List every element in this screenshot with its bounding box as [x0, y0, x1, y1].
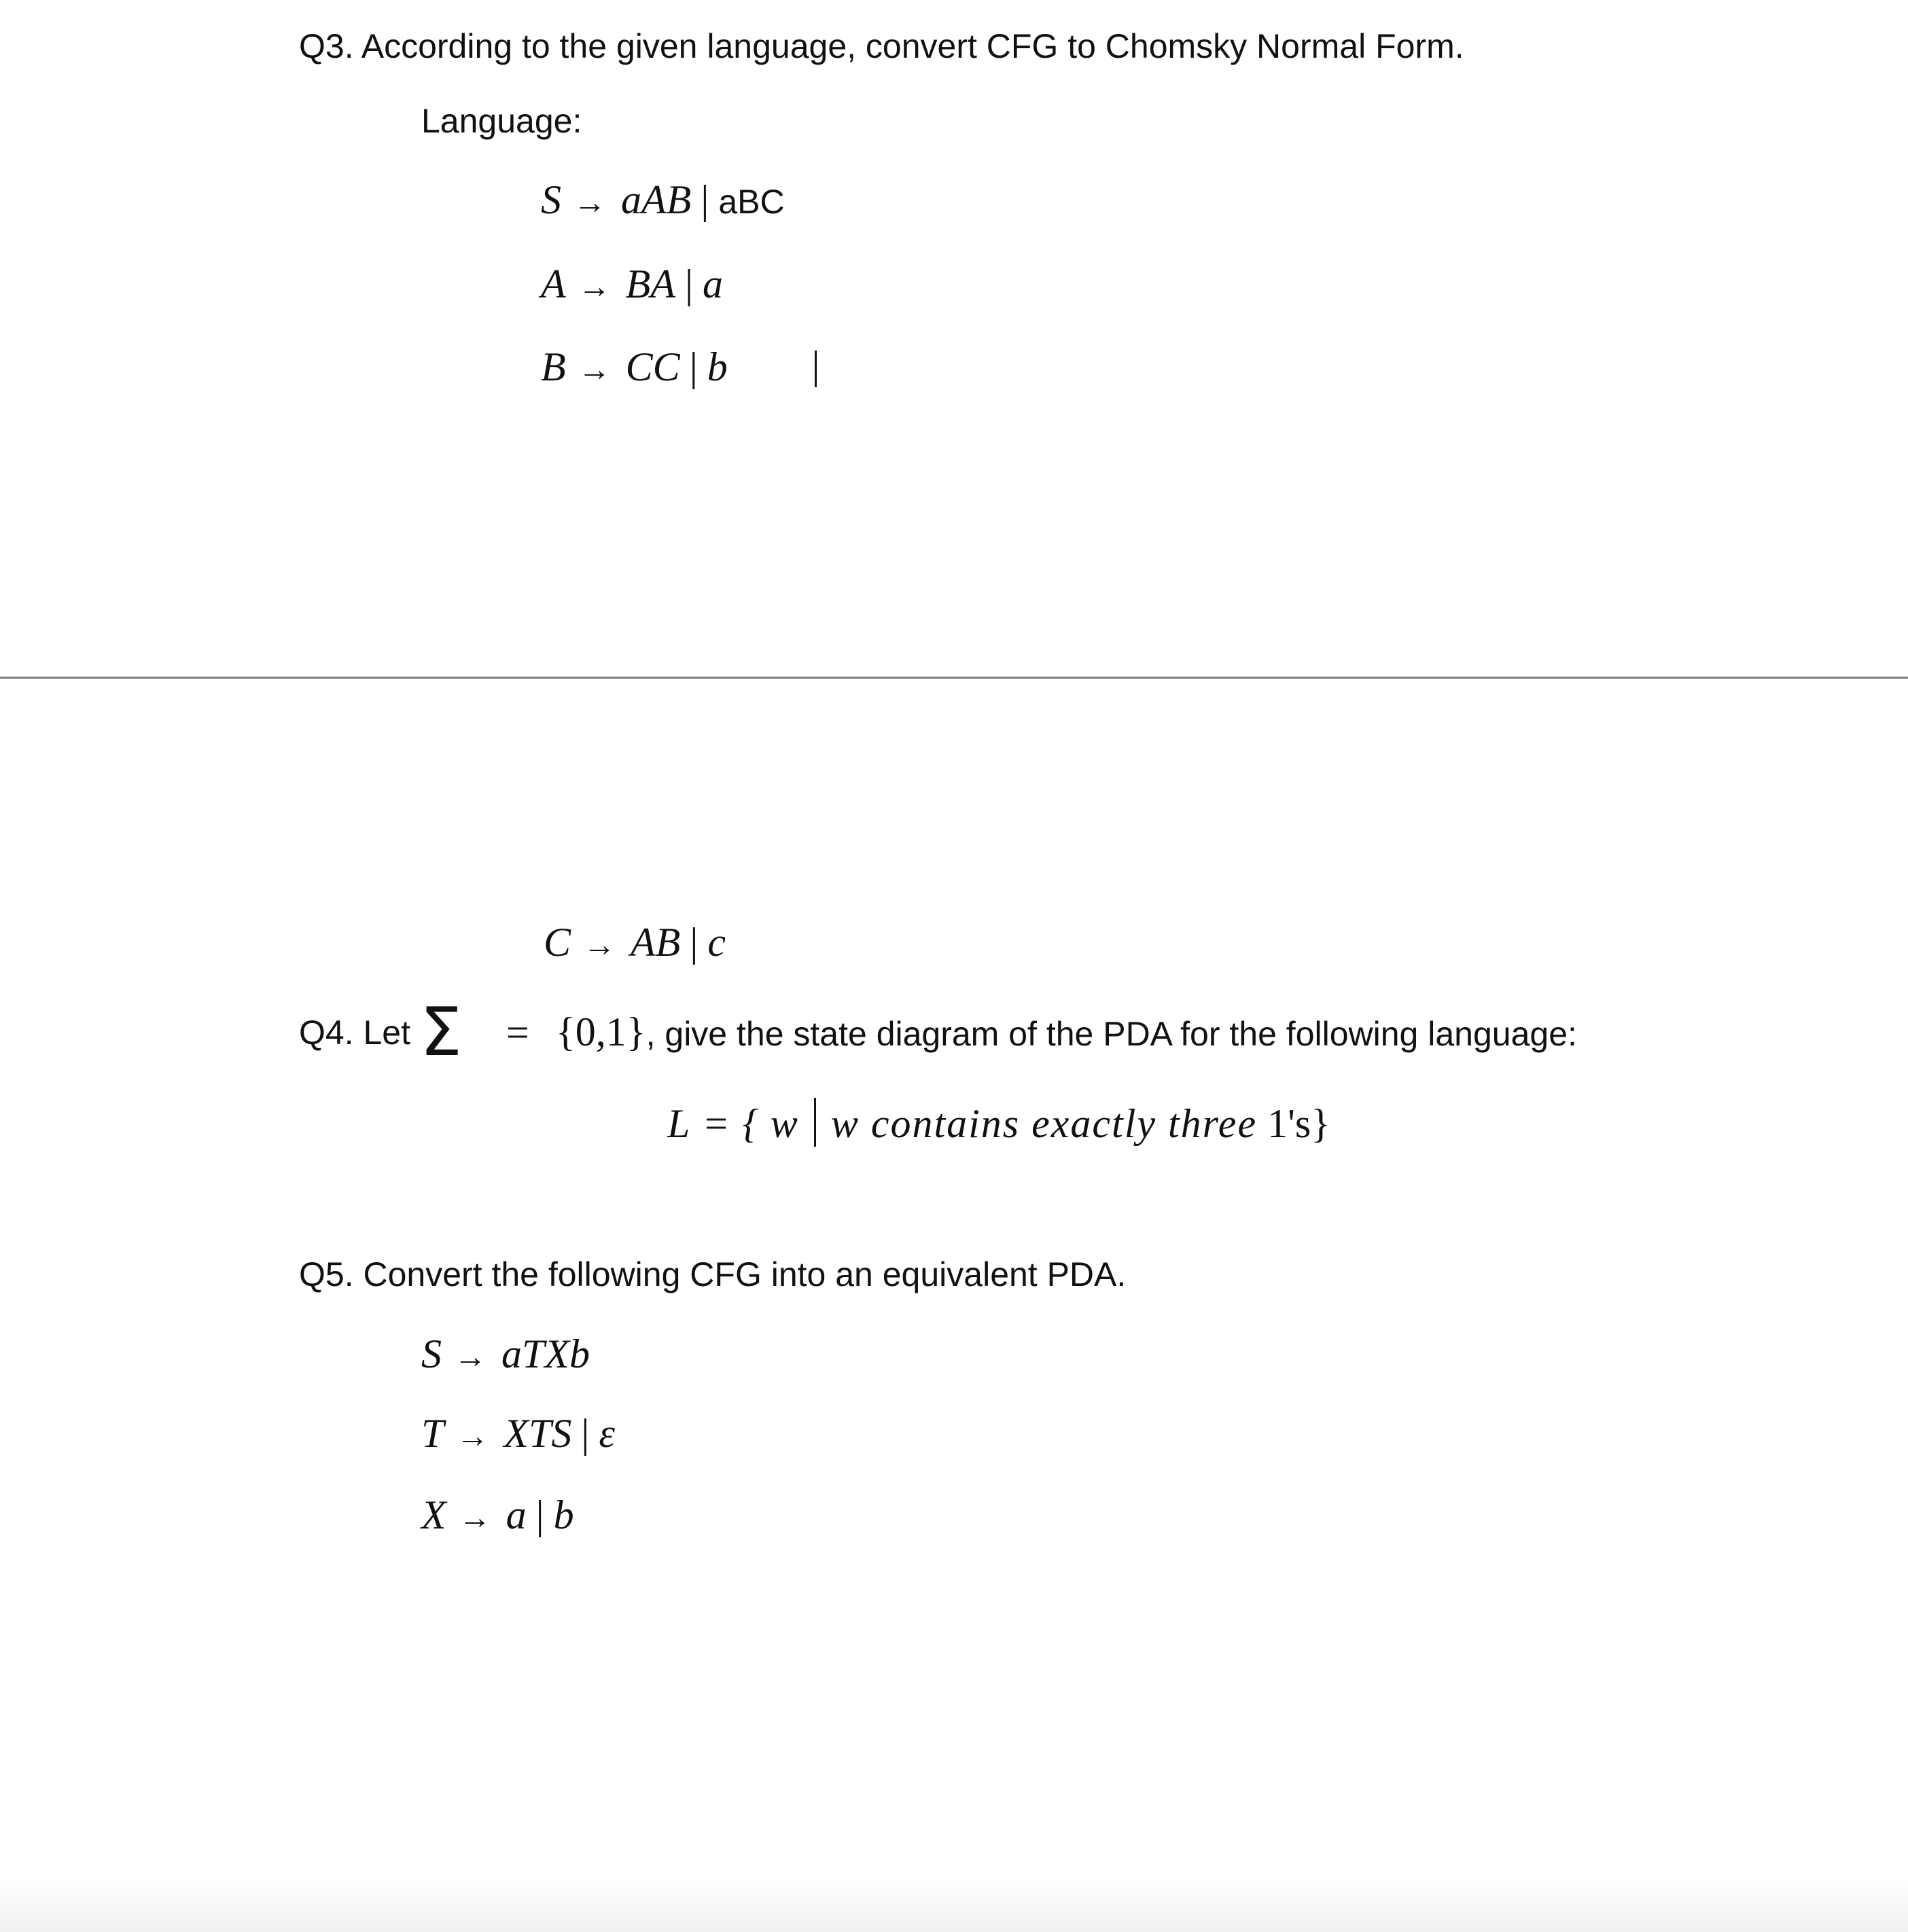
arrow-icon: →: [578, 352, 611, 388]
language-count-symbol: 1's: [1267, 1101, 1311, 1146]
q3-rule-b: [541, 343, 728, 394]
rule-separator: |: [701, 177, 709, 222]
q3-title: Q3. According to the given language, convert CFG to Chomsky Normal Form.: [299, 27, 1464, 65]
rule-lhs: C: [544, 920, 571, 965]
rule-alt1: aAB: [621, 177, 692, 222]
rule-alt1: XTS: [504, 1411, 572, 1456]
rule-alt1: BA: [625, 262, 675, 306]
arrow-icon: →: [456, 1418, 489, 1454]
q5-title: Q5. Convert the following CFG into an equivalent PDA.: [299, 1255, 1127, 1293]
rule-lhs: S: [541, 177, 561, 222]
arrow-icon: →: [583, 927, 616, 963]
language-variable: w: [770, 1101, 799, 1146]
equals-sign: =: [506, 1010, 529, 1055]
rule-separator: |: [689, 344, 698, 389]
such-that-bar: [814, 1098, 816, 1147]
text-cursor: [815, 351, 817, 387]
rule-lhs: X: [421, 1492, 446, 1537]
arrow-icon: →: [454, 1339, 487, 1375]
q4-label: Q4. Let: [299, 1014, 410, 1052]
rule-lhs: T: [421, 1411, 444, 1456]
rule-alt1: a: [506, 1492, 527, 1537]
rule-alt2: c: [707, 920, 726, 965]
page-bottom-shadow: [0, 1875, 1908, 1932]
rule-alt2: b: [707, 344, 728, 389]
language-close-brace: }: [1311, 1101, 1331, 1146]
alphabet-set: {0,1}: [556, 1009, 646, 1054]
q4-alphabet-line: [556, 1008, 1577, 1058]
q4-language-definition: [667, 1098, 1330, 1147]
arrow-icon: →: [573, 185, 606, 221]
q5-rule-x: [421, 1491, 574, 1542]
q3-language-label: Language:: [421, 102, 582, 140]
rule-alt2: aBC: [718, 183, 785, 221]
language-condition: w contains exactly three: [830, 1101, 1258, 1146]
rule-alt1: aTXb: [501, 1331, 590, 1376]
rule-separator: |: [690, 920, 699, 965]
q3-rule-c: [544, 918, 726, 969]
arrow-icon: →: [578, 269, 611, 305]
rule-separator: |: [684, 262, 693, 306]
epsilon-symbol: ε: [599, 1411, 616, 1456]
arrow-icon: →: [458, 1500, 491, 1536]
rule-alt2: a: [702, 262, 723, 306]
q3-rule-s: [541, 176, 785, 227]
q5-rule-t: [421, 1410, 615, 1461]
page-break-divider: [0, 677, 1908, 679]
rule-separator: |: [535, 1492, 544, 1537]
rule-lhs: S: [421, 1331, 442, 1376]
rule-lhs: B: [541, 344, 566, 389]
q5-rule-s: [421, 1330, 590, 1381]
rule-lhs: A: [541, 262, 566, 306]
rule-alt1: AB: [631, 920, 681, 965]
q4-question-text: , give the state diagram of the PDA for the following language:: [646, 1015, 1577, 1053]
rule-alt2: b: [553, 1492, 574, 1537]
sigma-symbol: Σ: [420, 994, 462, 1071]
rule-separator: |: [581, 1411, 590, 1456]
language-lhs: L = {: [667, 1101, 760, 1146]
rule-alt1: CC: [625, 344, 680, 389]
q3-rule-a: [541, 260, 723, 311]
